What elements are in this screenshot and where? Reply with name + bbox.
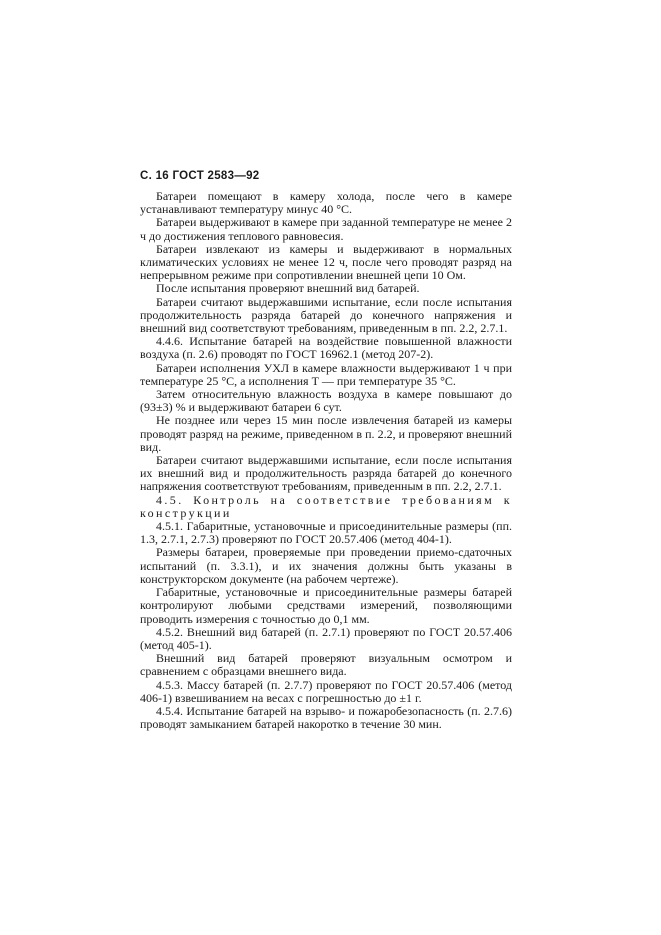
paragraph: Батареи считают выдержавшими испытание, если после испытания продолжительность разряда батарей до конечного напряжения и внешний вид соответствуют требованиям, приведенным в пп. 2.2, 2.7.1. [140, 294, 512, 336]
paragraph: Батареи извлекают из камеры и выдерживают в нормальных климатических условиях не менее 12 ч, после чего проводят разряд на непрерывном режиме при сопротивлении внешней цепи 10 Ом. [140, 241, 512, 283]
paragraph: Габаритные, установочные и присоединительные размеры батарей контролируют любыми средствами измерений, позволяющими проводить измерения с точностью до 0,1 мм. [140, 585, 512, 626]
paragraph: Затем относительную влажность воздуха в камере повышают до (93±3) % и выдерживают батареи 6 сут. [140, 387, 512, 415]
paragraph: Внешний вид батарей проверяют визуальным осмотром и сравнением с образцами внешнего вида. [140, 651, 512, 679]
paragraph: 4.5.2. Внешний вид батарей (п. 2.7.1) проверяют по ГОСТ 20.57.406 (метод 405-1). [140, 624, 512, 652]
page-header: С. 16 ГОСТ 2583—92 [140, 170, 260, 182]
section-heading: 4.5. Контроль на соответствие требованиям к конструкции [140, 492, 512, 520]
paragraph: 4.4.6. Испытание батарей на воздействие повышенной влажности воздуха (п. 2.6) проводят по ГОСТ 16962.1 (метод 207-2). [140, 334, 512, 362]
paragraph: Батареи выдерживают в камере при заданной температуре не менее 2 ч до достижения теплового равновесия. [140, 215, 512, 243]
paragraph: После испытания проверяют внешний вид батарей. [156, 281, 420, 296]
paragraph: Не позднее или через 15 мин после извлечения батарей из камеры проводят разряд на режиме, приведенном в п. 2.2, и проверяют внешний вид. [140, 413, 512, 454]
paragraph: Батареи помещают в камеру холода, после чего в камере устанавливают температуру минус 40 °С. [140, 189, 512, 217]
paragraph: 4.5.1. Габаритные, установочные и присоединительные размеры (пп. 1.3, 2.7.1, 2.7.3) проверяют по ГОСТ 20.57.406 (метод 404-1). [140, 519, 512, 547]
paragraph: Батареи считают выдержавшими испытание, если после испытания их внешний вид и продолжительность разряда батарей до конечного напряжения соответствуют требованиям, приведенным в пп. 2.2, 2.7.1. [140, 453, 512, 494]
paragraph: Батареи исполнения УХЛ в камере влажности выдерживают 1 ч при температуре 25 °С, а исполнения Т — при температуре 35 °С. [140, 360, 512, 388]
paragraph: 4.5.4. Испытание батарей на взрыво- и пожаробезопасность (п. 2.7.6) проводят замыканием батарей накоротко в течение 30 мин. [140, 703, 512, 732]
document-body [140, 190, 512, 731]
paragraph: 4.5.3. Массу батарей (п. 2.7.7) проверяют по ГОСТ 20.57.406 (метод 406-1) взвешиванием на весах с погрешностью до ±1 г. [140, 677, 512, 705]
paragraph: Размеры батареи, проверяемые при проведении приемо-сдаточных испытаний (п. 3.3.1), и их значения должны быть указаны в конструкторском документе (на рабочем чертеже). [140, 545, 512, 586]
